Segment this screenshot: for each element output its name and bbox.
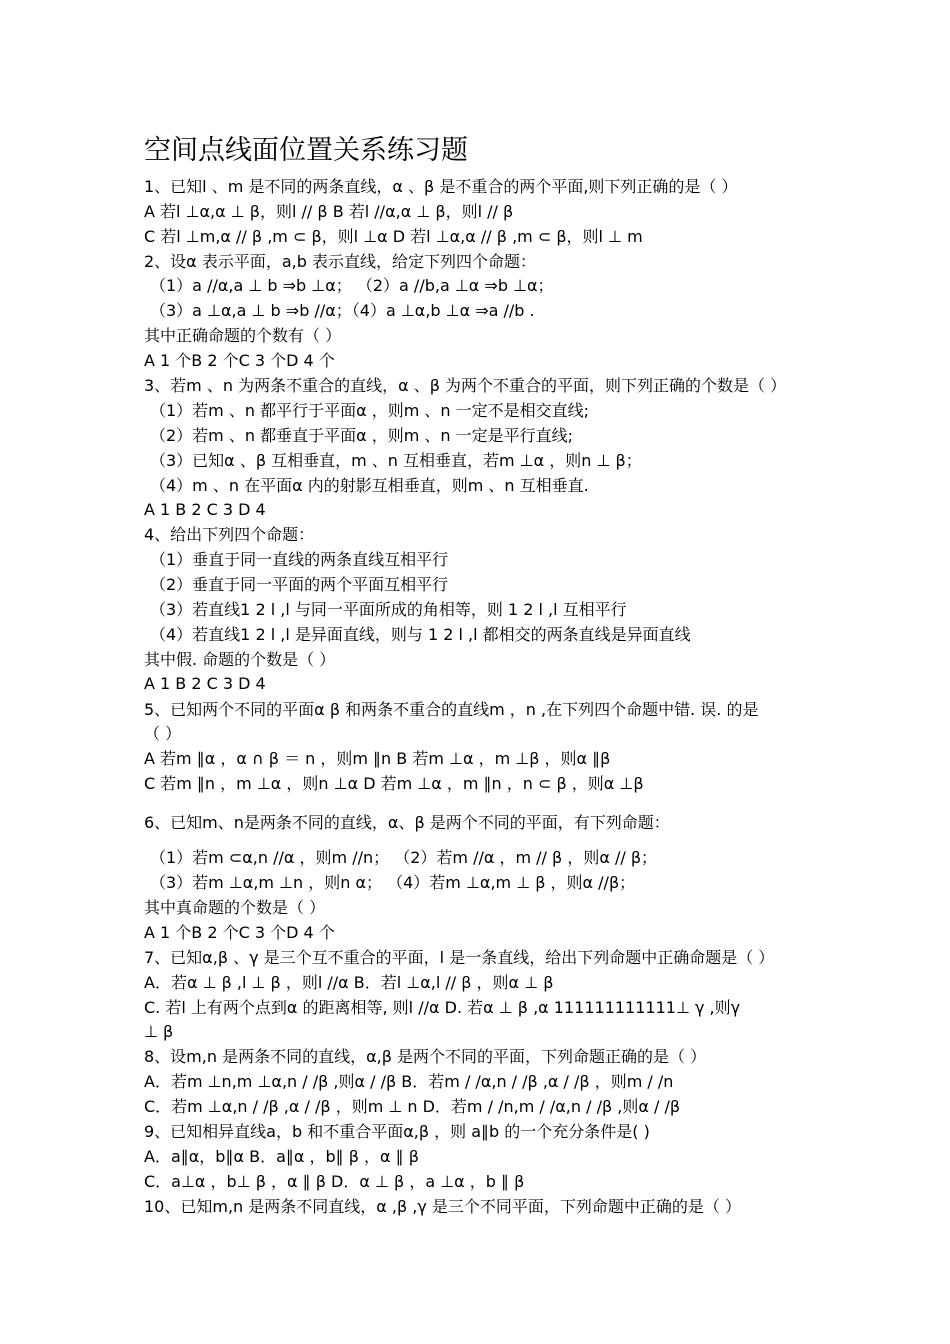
text-line: 9、已知相异直线a，b 和不重合平面α,β ，则 a∥b 的一个充分条件是( ) (144, 1122, 650, 1141)
text-line: 1、已知l 、m 是不同的两条直线，α 、β 是不重合的两个平面,则下列正确的是（ ） (144, 177, 738, 196)
text-line: A．若α ⊥ β ,l ⊥ β ，则l //α B．若l ⊥α,l // β ，则α ⊥ β (144, 973, 554, 992)
text-line: （4）若直线1 2 l ,l 是异面直线，则与 1 2 l ,l 都相交的两条直线是异面直线 (150, 625, 691, 644)
text-line: （1）若m ⊂α,n //α ，则m //n； （2）若m //α ，m // β ，则α // β； (150, 848, 658, 867)
text-line: C 若m ∥n ，m ⊥α ，则n ⊥α D 若m ⊥α ，m ∥n ，n ⊂ β ，则α ⊥β (144, 774, 644, 793)
text-line: 3、若m 、n 为两条不重合的直线，α 、β 为两个不重合的平面，则下列正确的个数是（ ） (144, 376, 787, 395)
text-line: （3）a ⊥α,a ⊥ b ⇒b //α；（4）a ⊥α,b ⊥α ⇒a //b . (150, 301, 535, 320)
text-line: C．若m ⊥α,n / /β ,α / /β ，则m ⊥ n D．若m / /n,m / /α,n / /β ,则α / /β (144, 1097, 681, 1116)
text-line: 4、给出下列四个命题： (144, 525, 315, 544)
text-line: （1）a //α,a ⊥ b ⇒b ⊥α； （2）a //b,a ⊥α ⇒b ⊥α； (150, 276, 554, 295)
text-line: （3）若m ⊥α,m ⊥n ，则n α； （4）若m ⊥α,m ⊥ β ，则α //β； (150, 873, 636, 892)
text-line: A 1 B 2 C 3 D 4 (144, 674, 266, 693)
text-line: 2、设α 表示平面，a,b 表示直线，给定下列四个命题： (144, 252, 536, 271)
text-line: A 若m ∥α ，α ∩ β ＝ n ，则m ∥n B 若m ⊥α ，m ⊥β ，则α ∥β (144, 749, 611, 768)
text-line: 5、已知两个不同的平面α β 和两条不重合的直线m ，n ,在下列四个命题中错. 误. 的是 (144, 700, 759, 719)
text-line: A 若l ⊥α,α ⊥ β，则l // β B 若l //α,α ⊥ β，则l // β (144, 202, 514, 221)
text-line: 7、已知α,β 、γ 是三个互不重合的平面，l 是一条直线，给出下列命题中正确命题是（ ） (144, 948, 775, 967)
text-line: A 1 B 2 C 3 D 4 (144, 500, 266, 519)
text-line: 10、已知m,n 是两条不同直线，α ,β ,γ 是三个不同平面，下列命题中正确的是（ ） (144, 1197, 742, 1216)
page-title: 空间点线面位置关系练习题 (144, 135, 468, 166)
text-line: （1）垂直于同一直线的两条直线互相平行 (150, 550, 449, 569)
text-line: 其中正确命题的个数有（ ） (144, 326, 342, 345)
text-line: （2）垂直于同一平面的两个平面互相平行 (150, 575, 449, 594)
text-line: A 1 个B 2 个C 3 个D 4 个 (144, 923, 335, 942)
text-line: （3）若直线1 2 l ,l 与同一平面所成的角相等，则 1 2 l ,l 互相平行 (150, 600, 627, 619)
text-line: 6、已知m、n是两条不同的直线，α、β 是两个不同的平面，有下列命题： (144, 813, 670, 832)
text-line: C．a⊥α ，b⊥ β ，α ∥ β D．α ⊥ β ，a ⊥α ，b ∥ β (144, 1172, 525, 1191)
text-line: 其中假. 命题的个数是（ ） (144, 650, 336, 669)
text-line: 8、设m,n 是两条不同的直线，α,β 是两个不同的平面，下列命题正确的是（ ） (144, 1047, 707, 1066)
text-line: A．若m ⊥n,m ⊥α,n / /β ,则α / /β B．若m / /α,n / /β ,α / /β ，则m / /n (144, 1072, 674, 1091)
text-line: （2）若m 、n 都垂直于平面α ，则m 、n 一定是平行直线; (150, 426, 574, 445)
text-line: （3）已知α 、β 互相垂直，m 、n 互相垂直，若m ⊥α ，则n ⊥ β； (150, 451, 642, 470)
text-line: A．a∥α，b∥α B．a∥α ，b∥ β ，α ∥ β (144, 1147, 419, 1166)
text-line: C. 若l 上有两个点到α 的距离相等, 则l //α D. 若α ⊥ β ,α 111111111111⊥ γ ,则γ (144, 998, 741, 1017)
text-line: （1）若m 、n 都平行于平面α ，则m 、n 一定不是相交直线; (150, 401, 590, 420)
text-line: ⊥ β (144, 1022, 174, 1041)
text-line: （ ） (144, 724, 182, 743)
text-line: C 若l ⊥m,α // β ,m ⊂ β，则l ⊥α D 若l ⊥α,α // β ,m ⊂ β，则l ⊥ m (144, 227, 643, 246)
text-line: （4）m 、n 在平面α 内的射影互相垂直，则m 、n 互相垂直. (150, 476, 589, 495)
text-line: 其中真命题的个数是（ ） (144, 898, 326, 917)
text-line: A 1 个B 2 个C 3 个D 4 个 (144, 351, 335, 370)
